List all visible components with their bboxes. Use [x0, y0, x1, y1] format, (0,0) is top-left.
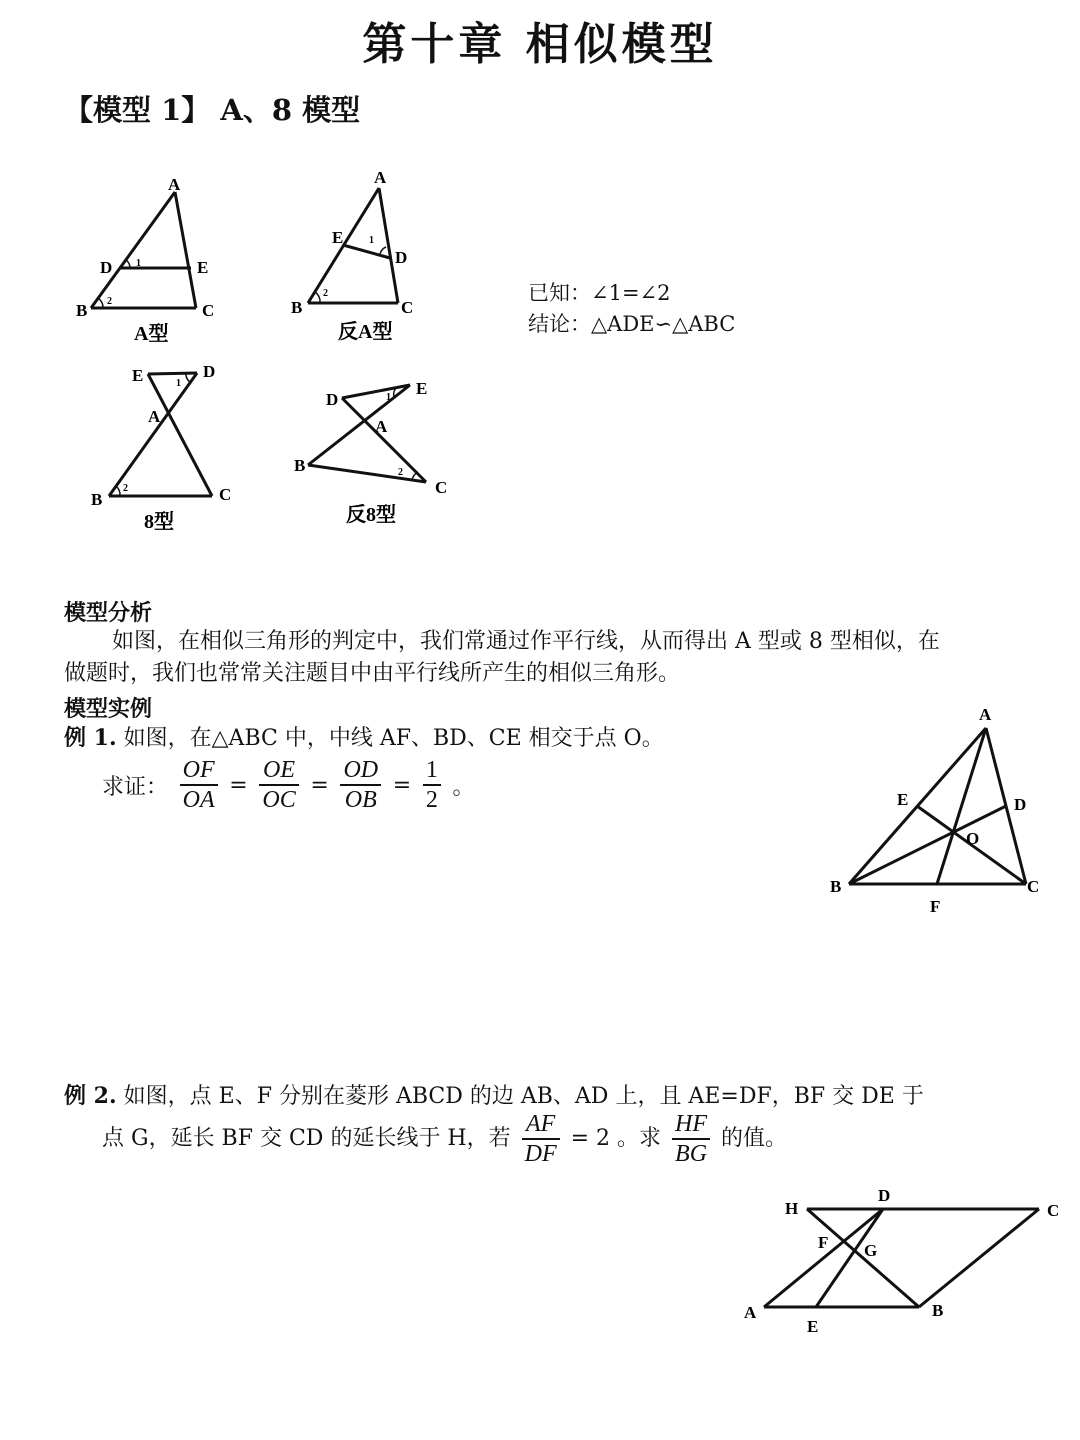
- point-label: B: [291, 298, 303, 317]
- point-label: H: [785, 1199, 799, 1218]
- point-label: D: [203, 362, 216, 381]
- example2-text-a: 点 G，延长 BF 交 CD 的延长线于 H，若: [102, 1126, 511, 1151]
- example1-label: 例 1.: [64, 725, 117, 751]
- period: 。: [452, 774, 475, 800]
- point-label: C: [1047, 1201, 1060, 1220]
- equals-sign: =: [310, 772, 329, 798]
- angle-label: 1: [386, 392, 391, 403]
- point-label: F: [930, 897, 941, 916]
- example2-text-b: = 2 。求: [570, 1126, 662, 1151]
- reverse-eight-type-figure: [290, 370, 470, 530]
- analysis-line-2: 做题时，我们也常常关注题目中由平行线所产生的相似三角形。: [64, 661, 681, 686]
- prove-label: 求证：: [102, 774, 169, 800]
- point-label: E: [132, 366, 144, 385]
- reverse-a-type-figure: [280, 165, 460, 350]
- conclusion-text: 结论：△ADE∽△ABC: [528, 312, 736, 336]
- example2-text-c: 的值。: [721, 1126, 788, 1151]
- example1-statement: [64, 722, 664, 755]
- examples-heading: 模型实例: [64, 696, 153, 722]
- eight-type-figure: [80, 360, 250, 535]
- equals-sign: =: [229, 772, 248, 798]
- point-label: D: [326, 390, 339, 409]
- given-conclusion: [528, 278, 735, 340]
- point-label: C: [1027, 877, 1040, 896]
- example2-line-2: [100, 1110, 789, 1168]
- equals-sign: =: [392, 772, 412, 798]
- point-label: A: [375, 417, 388, 436]
- analysis-line-1: 如图，在相似三角形的判定中，我们常通过作平行线，从而得出 A 型或 8 型相似，在: [112, 629, 940, 654]
- fraction: $\frac{OF}{OA}$: [180, 756, 218, 814]
- example2-line-1: [64, 1080, 1044, 1113]
- point-label: E: [897, 790, 909, 809]
- point-label: A: [148, 407, 161, 426]
- point-label: E: [197, 258, 209, 277]
- figure-caption: 反8型: [346, 504, 396, 526]
- model-heading: 【模型 1】 A、8 模型: [64, 93, 361, 127]
- point-label: C: [435, 478, 448, 497]
- angle-label: 1: [136, 258, 141, 269]
- point-label: O: [966, 829, 980, 848]
- point-label: D: [100, 258, 113, 277]
- point-label: A: [168, 175, 181, 194]
- angle-label: 2: [398, 467, 403, 478]
- example1-text: 如图，在△ABC 中，中线 AF、BD、CE 相交于点 O。: [123, 726, 664, 751]
- point-label: A: [374, 168, 387, 187]
- example1-proof-goal: [100, 756, 476, 814]
- point-label: G: [864, 1241, 878, 1260]
- point-label: C: [401, 298, 414, 317]
- point-label: E: [332, 228, 344, 247]
- point-label: E: [416, 379, 428, 398]
- angle-label: 2: [123, 483, 128, 494]
- point-label: C: [219, 485, 232, 504]
- angle-label: 2: [107, 296, 112, 307]
- figure-caption: 反A型: [338, 321, 393, 343]
- a-type-figure: [60, 170, 240, 350]
- fraction: $\frac{OE}{OC}$: [259, 756, 298, 814]
- chapter-title: 第十章 相似模型: [362, 19, 718, 70]
- angle-label: 1: [369, 235, 374, 246]
- example2-label: 例 2.: [64, 1083, 117, 1109]
- figure-caption: 8型: [144, 511, 174, 533]
- point-label: A: [744, 1303, 757, 1322]
- fraction: $\frac{1}{2}$: [423, 756, 441, 814]
- angle-label: 2: [323, 288, 328, 299]
- example2-figure: [740, 1180, 1070, 1350]
- analysis-paragraph: [64, 626, 1044, 690]
- point-label: F: [818, 1233, 829, 1252]
- fraction: $\frac{AF}{DF}$: [522, 1110, 560, 1168]
- point-label: B: [830, 877, 842, 896]
- point-label: B: [76, 301, 88, 320]
- point-label: D: [395, 248, 408, 267]
- example1-figure: [820, 700, 1060, 925]
- example2-text: 如图，点 E、F 分别在菱形 ABCD 的边 AB、AD 上，且 AE=DF，BF 交 DE 于: [123, 1084, 924, 1109]
- point-label: D: [878, 1186, 891, 1205]
- fraction: $\frac{OD}{OB}$: [340, 756, 381, 814]
- figure-caption: A型: [134, 323, 169, 345]
- point-label: D: [1014, 795, 1027, 814]
- point-label: B: [294, 456, 306, 475]
- point-label: B: [932, 1301, 944, 1320]
- point-label: C: [202, 301, 215, 320]
- point-label: B: [91, 490, 103, 509]
- analysis-heading: 模型分析: [64, 600, 153, 626]
- given-text: 已知：∠1=∠2: [528, 281, 671, 305]
- point-label: A: [979, 705, 992, 724]
- point-label: E: [807, 1317, 819, 1336]
- fraction: $\frac{HF}{BG}$: [672, 1110, 710, 1168]
- angle-label: 1: [176, 378, 181, 389]
